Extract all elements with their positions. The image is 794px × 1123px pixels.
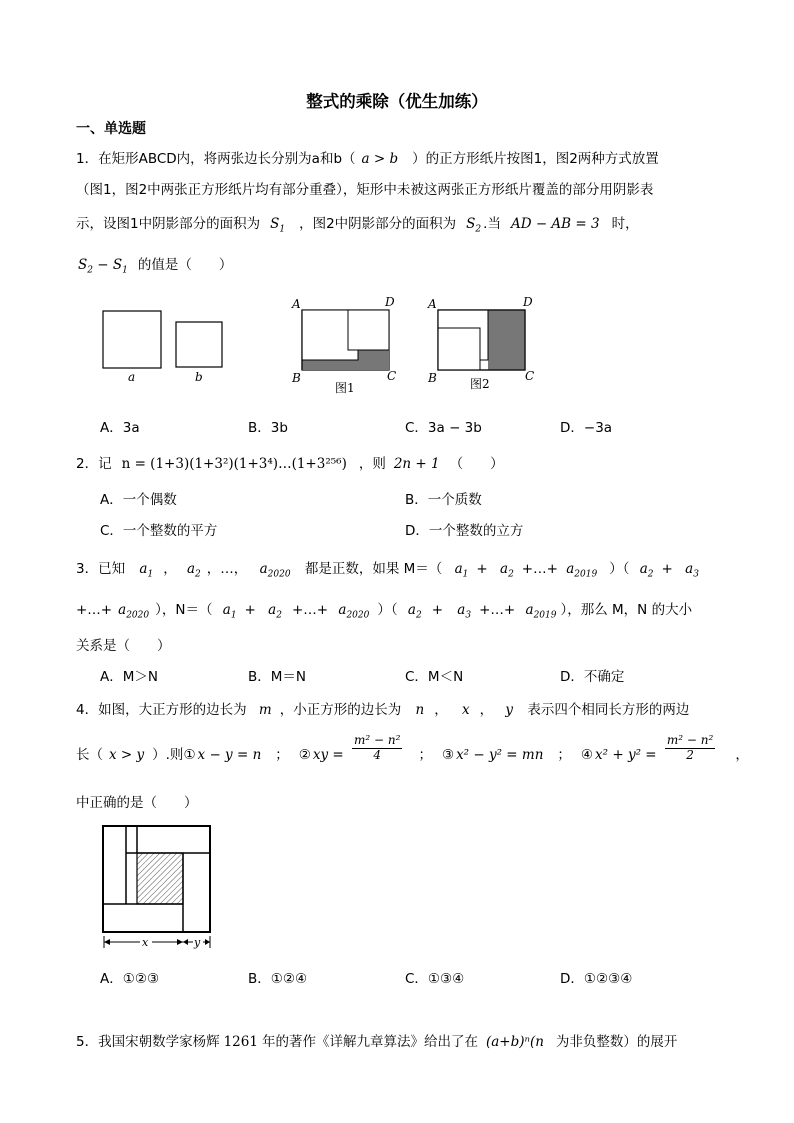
q2-option-d[interactable]: D．一个整数的立方 [405,523,524,539]
q3-line-2: +…+ $a_{2020}$ ），N＝（ $a_1 + a_2$ +…+ $a_{2020}$ ）（ $a_2 + a_3$ +…+ $a_{2019}$ ），那么 M，N 的大小 [76,602,693,621]
q3-line-1: 3．已知 $a_1$ ， $a_2$ ，…， $a_{2020}$ 都是正数，如果 M＝（ $a_1 + a_2$ +…+ $a_{2019}$ ）（ $a_2 + a_3$ [76,561,699,580]
q2-option-c[interactable]: C．一个整数的平方 [100,523,218,539]
q5-line-1: 5．我国宋朝数学家杨辉 1261 年的著作《详解九章算法》给出了在 (a+b)ⁿ(n 为非负整数）的展开 [76,1034,678,1050]
svg-text:C: C [525,369,535,383]
q2-stem: 2．记 n = (1+3)(1+3²)(1+3⁴)…(1+3²⁵⁶) ，则 2n + 1 （ ） [76,456,504,472]
q1-option-c[interactable]: C．3a − 3b [405,420,482,436]
q2-option-b[interactable]: B．一个质数 [405,492,482,508]
q4-line-3: 中正确的是（ ） [76,795,198,811]
q1-line-2: （图1，图2中两张正方形纸片均有部分重叠），矩形中未被这两张正方形纸片覆盖的部分用阴影表 [76,182,654,198]
svg-text:y: y [194,936,201,949]
q1-line-4: $S_2 - S_1$ 的值是（ ） [78,257,233,276]
svg-text:图1: 图1 [335,381,355,395]
q1-option-b[interactable]: B．3b [248,420,288,436]
svg-text:x: x [142,936,149,949]
q3-option-b[interactable]: B．M＝N [248,669,307,685]
svg-text:D: D [385,295,395,309]
dimension-x [104,935,183,949]
svg-text:A: A [428,297,437,311]
q3-line-3: 关系是（ ） [76,638,171,654]
svg-text:b: b [195,370,203,384]
q2-option-a[interactable]: A．一个偶数 [100,492,177,508]
svg-text:A: A [292,297,301,311]
q4-line-1: 4．如图，大正方形的边长为 m ，小正方形的边长为 n ， x ， y 表示四个相同长方形的两边 [76,702,690,718]
section-heading: 一、单选题 [76,121,146,137]
q3-option-d[interactable]: D．不确定 [560,669,625,685]
big-square-diagram [103,826,210,932]
q4-option-a[interactable]: A．①②③ [100,971,160,987]
page-title: 整式的乘除（优生加练） [306,92,488,111]
q1-line-1: 1．在矩形ABCD内，将两张边长分别为a和b（ a > b ）的正方形纸片按图1，图2两种方式放置 [76,151,659,167]
q1-option-d[interactable]: D．−3a [560,420,613,436]
small-square-hatched [137,853,183,904]
q1-option-a[interactable]: A．3a [100,420,140,436]
q4-line-2: 长（ x > y ）.则① x − y = n ； ② xy = $\frac{\text{m² − n²}}{4}$ ； ③ x² − y² = mn ； ④ x² + y² = $\frac{\text{m² − n²}}{2}$ ， [76,733,749,763]
q3-option-c[interactable]: C．M＜N [405,669,464,685]
q4-option-b[interactable]: B．①②④ [248,971,308,987]
svg-text:a: a [128,370,136,384]
svg-text:C: C [387,369,397,383]
svg-text:B: B [428,371,437,385]
q4-option-d[interactable]: D．①②③④ [560,971,633,987]
svg-text:D: D [523,295,533,309]
svg-text:B: B [292,371,301,385]
dimension-y [183,935,210,949]
q1-line-3: 示，设图1中阴影部分的面积为 $S_1$ ，图2中阴影部分的面积为 $S_2$ .当 AD − AB = 3 时， [76,216,639,235]
q4-option-c[interactable]: C．①③④ [405,971,465,987]
svg-text:图2: 图2 [470,377,490,391]
q3-option-a[interactable]: A．M＞N [100,669,158,685]
